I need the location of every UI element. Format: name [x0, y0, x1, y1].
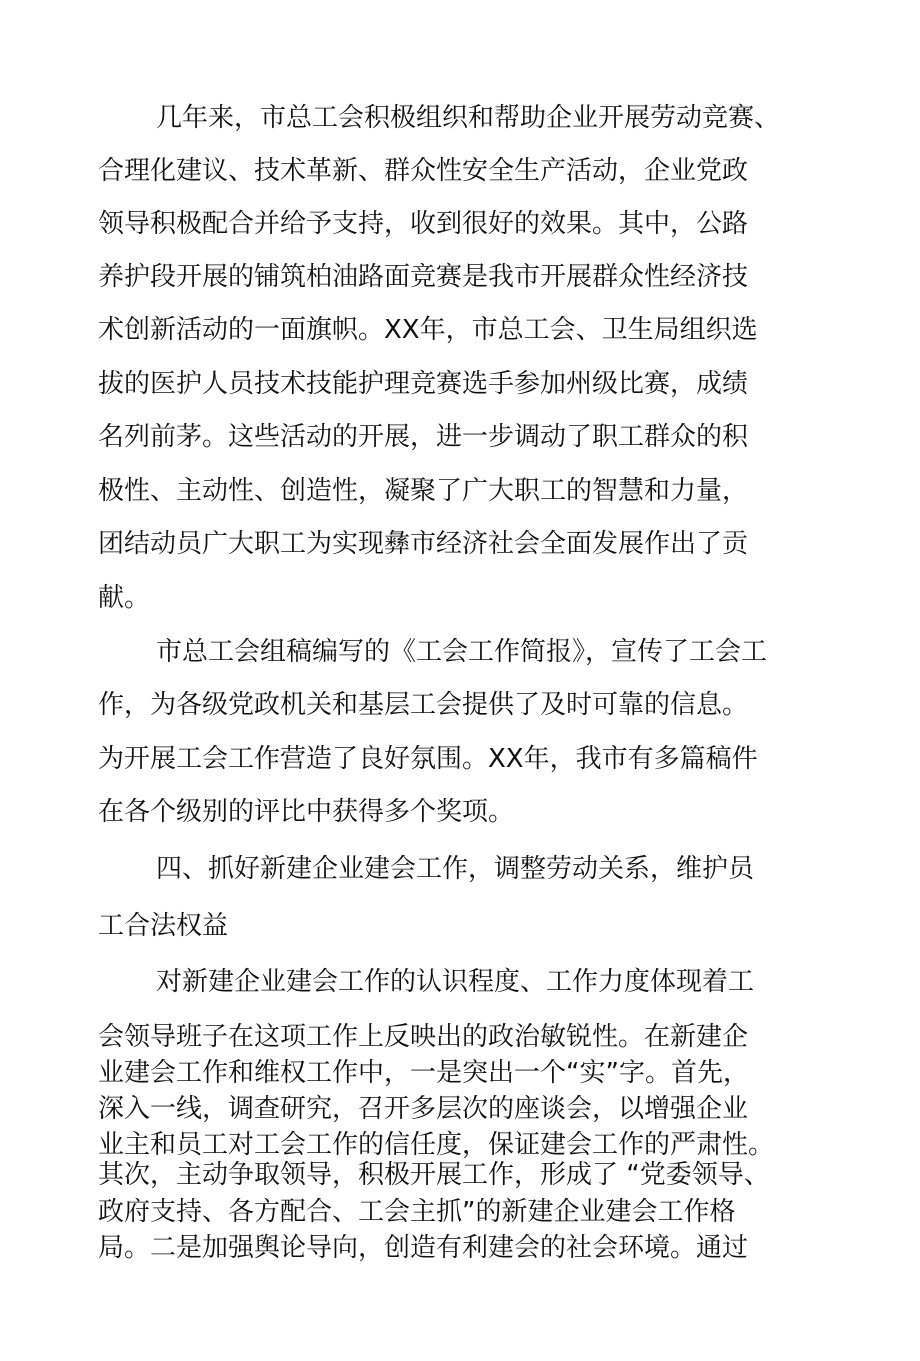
paragraph-3-line: 业建会工作和维权工作中，一是突出一个“实”字。首先，: [98, 1058, 749, 1088]
paragraph-1-line: 领导积极配合并给予支持，收到很好的效果。其中，公路: [98, 209, 749, 239]
section-heading-line: 四、抓好新建企业建会工作，调整劳动关系，维护员: [156, 854, 755, 884]
paragraph-2-line: 市总工会组稿编写的《工会工作简报》，宣传了工会工: [156, 637, 768, 667]
section-heading-line: 工合法权益: [98, 911, 229, 941]
paragraph-1-line: 团结动员广大职工为实现彝市经济社会全面发展作出了贡: [98, 529, 749, 559]
paragraph-1-line: 养护段开展的铺筑柏油路面竞赛是我市开展群众性经济技: [98, 262, 749, 292]
paragraph-3-line: 会领导班子在这项工作上反映出的政治敏锐性。在新建企: [98, 1022, 749, 1052]
paragraph-2-line: 在各个级别的评比中获得多个奖项。: [98, 797, 515, 827]
paragraph-3-line: 其次，主动争取领导，积极开展工作，形成了 “党委领导、: [98, 1160, 770, 1190]
paragraph-1-line: 拔的医护人员技术技能护理竞赛选手参加州级比赛，成绩: [98, 369, 749, 399]
paragraph-3-line: 对新建企业建会工作的认识程度、工作力度体现着工: [156, 967, 755, 997]
paragraph-1-line: 合理化建议、技术革新、群众性安全生产活动，企业党政: [98, 156, 749, 186]
paragraph-3-line: 政府支持、各方配合、工会主抓”的新建企业建会工作格: [98, 1197, 736, 1227]
paragraph-1-line: 极性、主动性、创造性，凝聚了广大职工的智慧和力量，: [98, 476, 749, 506]
paragraph-1-line: 献。: [98, 583, 151, 613]
paragraph-1-line: 术创新活动的一面旗帜。XX年，市总工会、卫生局组织选: [98, 315, 758, 345]
paragraph-1-line: 名列前茅。这些活动的开展，进一步调动了职工群众的积: [98, 422, 749, 452]
paragraph-3-line: 局。二是加强舆论导向，创造有利建会的社会环境。通过: [98, 1233, 749, 1263]
paragraph-1-line: 几年来，市总工会积极组织和帮助企业开展劳动竞赛、: [156, 103, 781, 133]
paragraph-3-line: 业主和员工对工会工作的信任度，保证建会工作的严肃性。: [98, 1130, 775, 1160]
paragraph-3-line: 深入一线，调查研究，召开多层次的座谈会，以增强企业: [98, 1094, 749, 1124]
paragraph-2-line: 为开展工会工作营造了良好氛围。XX年，我市有多篇稿件: [98, 744, 758, 774]
paragraph-2-line: 作，为各级党政机关和基层工会提供了及时可靠的信息。: [98, 690, 749, 720]
